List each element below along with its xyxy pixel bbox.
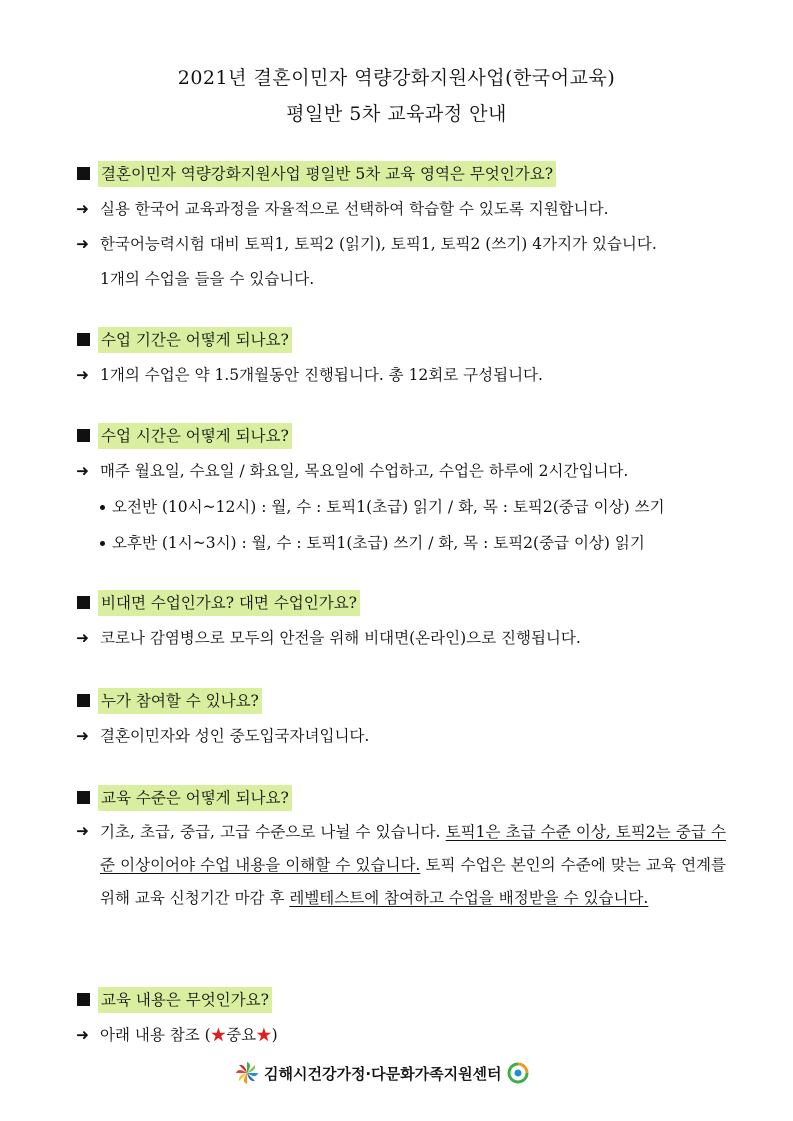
- square-bullet-icon: [77, 791, 90, 804]
- square-bullet-icon: [77, 993, 90, 1006]
- schedule-text: 오전반 (10시~12시) : 월, 수 : 토픽1(초급) 읽기 / 화, 목 : 토픽2(중급 이상) 쓰기: [112, 498, 665, 516]
- answer-text: 실용 한국어 교육과정을 자율적으로 선택하여 학습할 수 있도록 지원합니다.: [100, 200, 609, 218]
- square-bullet-icon: [77, 167, 90, 180]
- answer-text: 1개의 수업은 약 1.5개월동안 진행됩니다. 총 12회로 구성됩니다.: [100, 366, 543, 384]
- question-text: 교육 내용은 무엇인가요?: [98, 987, 272, 1013]
- question-heading: [76, 423, 726, 449]
- square-bullet-icon: [77, 694, 90, 707]
- section-course-duration: [76, 327, 726, 391]
- star-icon: ★: [210, 1026, 227, 1044]
- question-text: 결혼이민자 역량강화지원사업 평일반 5차 교육 영역은 무엇인가요?: [98, 161, 556, 187]
- schedule-item-morning: [112, 492, 726, 523]
- level-requirement-underlined: 토픽1은 초급 수준 이상, 토픽2는 중급 수준 이상이어야 수업 내용을 이해할 수 있습니다.: [100, 823, 726, 874]
- square-bullet-icon: [77, 596, 90, 609]
- schedule-text: 오후반 (1시~3시) : 월, 수 : 토픽1(초급) 쓰기 / 화, 목 : 토픽2(중급 이상) 읽기: [112, 534, 645, 552]
- arrow-icon: ➜: [76, 366, 89, 384]
- important-text: 중요: [226, 1026, 257, 1044]
- answer-text: 한국어능력시험 대비 토픽1, 토픽2 (읽기), 토픽1, 토픽2 (쓰기) 4가지가 있습니다.: [100, 235, 657, 253]
- question-text: 비대면 수업인가요? 대면 수업인가요?: [98, 590, 360, 616]
- answer-text-continued: 1개의 수업을 들을 수 있습니다.: [100, 270, 315, 288]
- section-class-schedule: [76, 423, 726, 559]
- section-class-format: [76, 590, 726, 654]
- question-heading: [76, 987, 726, 1013]
- question-text: 교육 수준은 어떻게 되나요?: [98, 785, 292, 811]
- schedule-item-afternoon: [112, 528, 726, 559]
- round-bullet-icon: [100, 541, 105, 546]
- question-heading: [76, 785, 726, 811]
- reference-text-end: ): [271, 1026, 278, 1044]
- round-bullet-icon: [100, 505, 105, 510]
- document-title: 2021년 결혼이민자 역량강화지원사업(한국어교육): [177, 67, 616, 89]
- question-heading: [76, 327, 726, 353]
- question-heading: [76, 161, 726, 187]
- section-eligibility: [76, 688, 726, 752]
- answer-line: [76, 456, 726, 487]
- answer-paragraph: [76, 816, 726, 915]
- question-heading: [76, 590, 726, 616]
- square-bullet-icon: [77, 429, 90, 442]
- arrow-icon: ➜: [76, 462, 89, 480]
- pinwheel-logo-icon: [234, 1060, 260, 1086]
- answer-text: [100, 1020, 726, 1051]
- question-text: 수업 기간은 어떻게 되나요?: [98, 327, 292, 353]
- answer-text: 결혼이민자와 성인 중도입국자녀입니다.: [100, 727, 370, 745]
- question-text: 누가 참여할 수 있나요?: [98, 688, 262, 714]
- question-text: 수업 시간은 어떻게 되나요?: [98, 423, 292, 449]
- level-test-underlined: 레벨테스트에 참여하고 수업을 배정받을 수 있습니다.: [289, 889, 649, 907]
- answer-line: [76, 194, 726, 225]
- answer-text: 매주 월요일, 수요일 / 화요일, 목요일에 수업하고, 수업은 하루에 2시간입니다.: [100, 462, 629, 480]
- reference-text: 아래 내용 참조 (: [100, 1026, 211, 1044]
- answer-text: 코로나 감염병으로 모두의 안전을 위해 비대면(온라인)으로 진행됩니다.: [100, 629, 581, 647]
- answer-text: [100, 816, 726, 915]
- footer: [234, 1060, 530, 1086]
- arrow-icon: ➜: [76, 629, 89, 647]
- level-text: 기초, 초급, 중급, 고급 수준으로 나뉠 수 있습니다.: [100, 823, 446, 841]
- arrow-icon: ➜: [76, 727, 89, 745]
- section-education-content: [76, 987, 726, 1051]
- arrow-icon: ➜: [76, 1026, 89, 1044]
- answer-line: [76, 229, 726, 295]
- square-bullet-icon: [77, 333, 90, 346]
- family-center-mark-icon: [506, 1061, 530, 1085]
- answer-line: [76, 721, 726, 752]
- document-subtitle: 평일반 5차 교육과정 안내: [286, 103, 507, 125]
- star-icon: ★: [256, 1026, 272, 1044]
- section-education-level: [76, 785, 726, 915]
- level-text: 토픽 수업은 본인의 수준에 맞는 교육 연계를 위해 교육 신청기간 마감 후: [100, 856, 726, 907]
- arrow-icon: ➜: [76, 200, 89, 218]
- arrow-icon: ➜: [76, 822, 89, 840]
- answer-line: [76, 360, 726, 391]
- answer-line: [76, 1020, 726, 1051]
- section-education-area: [76, 161, 726, 295]
- question-heading: [76, 688, 726, 714]
- arrow-icon: ➜: [76, 235, 89, 253]
- organization-name: 김해시건강가정·다문화가족지원센터: [264, 1064, 502, 1083]
- answer-line: [76, 623, 726, 654]
